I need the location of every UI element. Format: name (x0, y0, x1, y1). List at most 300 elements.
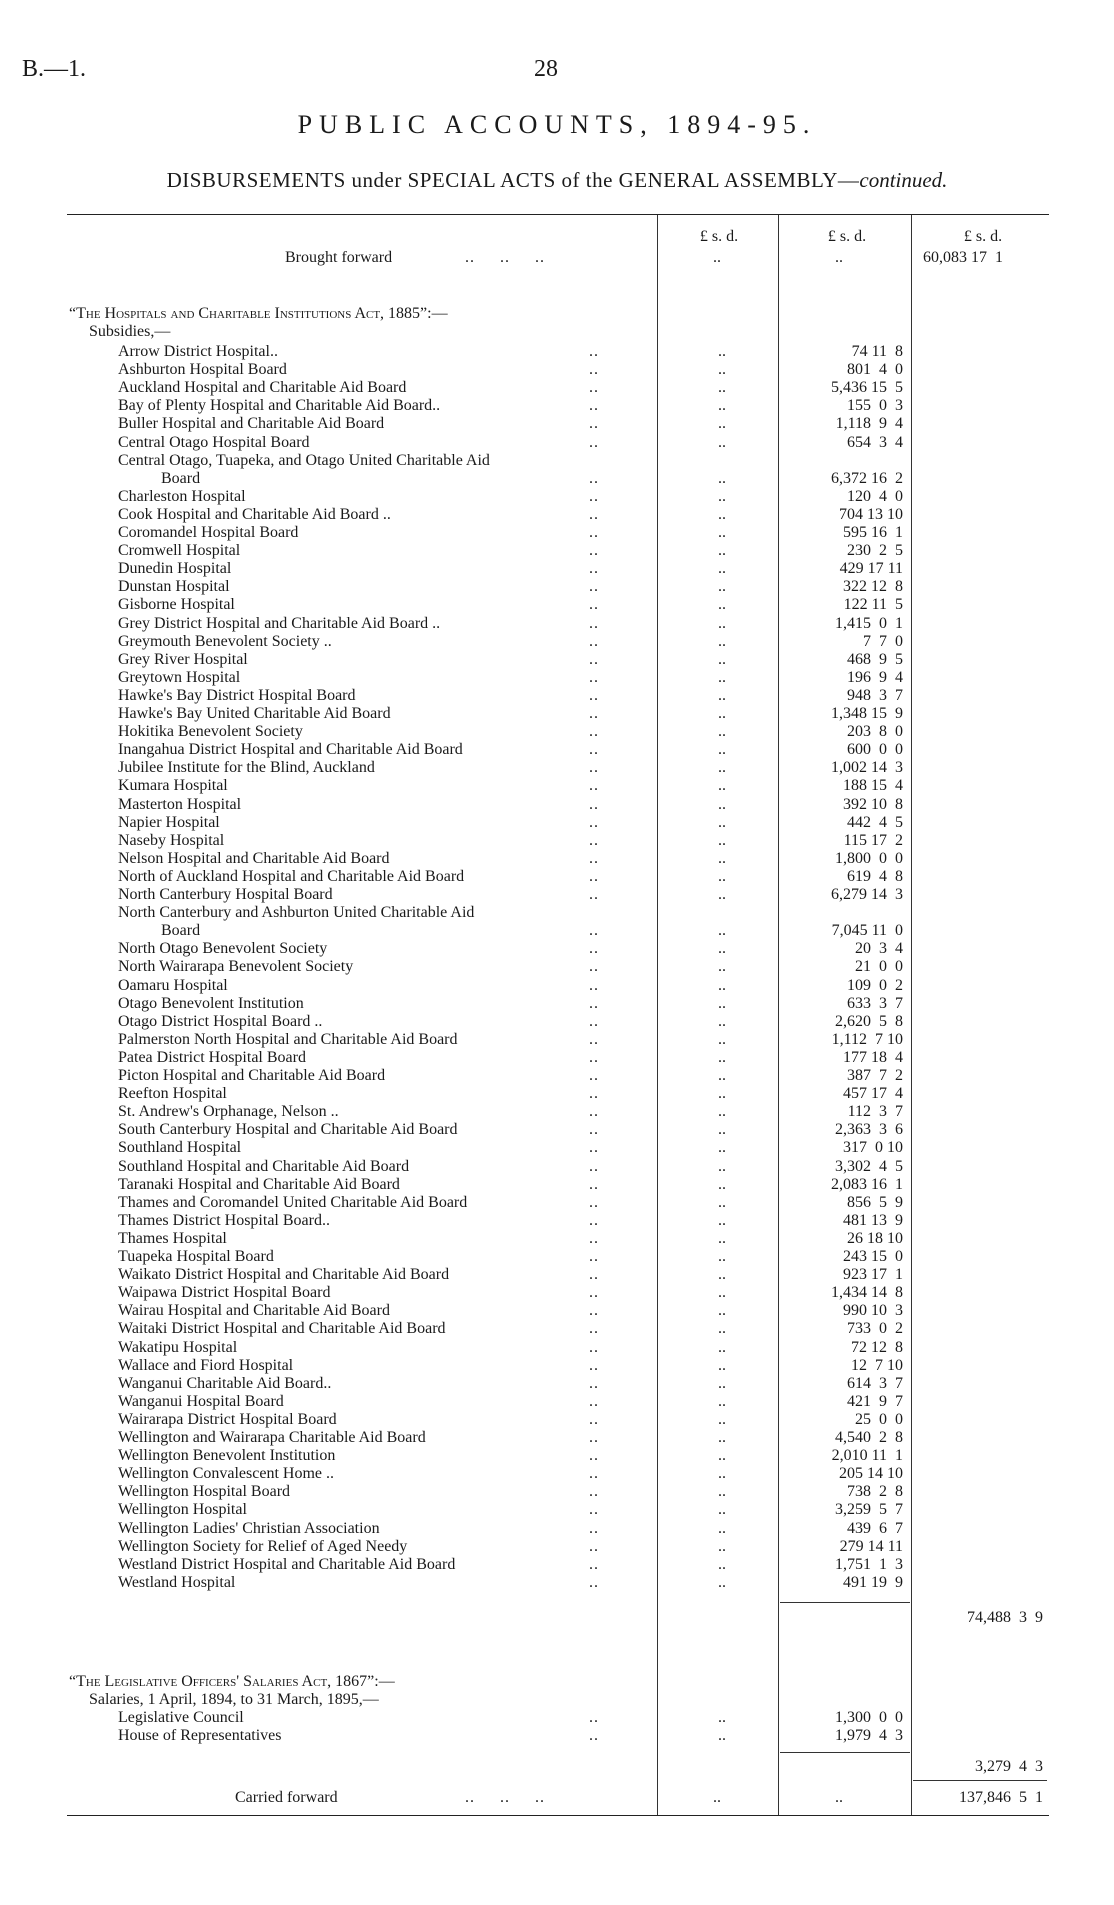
subtitle-main: DISBURSEMENTS under SPECIAL ACTS of the GENERAL ASSEMBLY— (166, 168, 860, 192)
carried-forward-c2: .. (835, 1789, 843, 1806)
leader-dots: .. (589, 632, 599, 650)
row-label: North Canterbury Hospital Board (118, 886, 333, 903)
empty-column-dots: .. (718, 1067, 726, 1084)
ledger-row (67, 1067, 1049, 1085)
empty-column-dots: .. (718, 1555, 726, 1573)
row-amount: 205 14 10 (839, 1465, 903, 1483)
leader-dots: .. (589, 1302, 599, 1320)
leader-dots: .. (589, 795, 599, 813)
ledger-row (67, 397, 1049, 415)
row-amount: 491 19 9 (843, 1573, 903, 1591)
empty-column-dots: .. (718, 1483, 726, 1501)
ledger-row (67, 1520, 1049, 1538)
empty-column-dots: .. (718, 1121, 726, 1139)
empty-column-dots: .. (718, 1709, 726, 1726)
leader-dots: .. (589, 1030, 599, 1048)
row-amount: 120 4 0 (847, 487, 903, 505)
ledger-row (67, 1302, 1049, 1320)
leader-dots: .. .. .. (465, 1789, 545, 1806)
ledger-row (67, 343, 1049, 361)
ledger-row (67, 1339, 1049, 1357)
ledger-row (67, 633, 1049, 651)
empty-column-dots: .. (718, 433, 726, 451)
leader-dots: .. (589, 1157, 599, 1175)
ledger-row (67, 488, 1049, 506)
subtotal-rule (780, 1602, 910, 1603)
row-label: Thames District Hospital Board.. (118, 1211, 330, 1229)
leader-dots: .. .. .. (465, 249, 545, 266)
empty-column-dots: .. (718, 343, 726, 360)
leader-dots: .. (589, 1410, 599, 1428)
row-label: Grey River Hospital (118, 650, 248, 668)
row-amount: 1,800 0 0 (835, 849, 903, 867)
leader-dots: .. (589, 1392, 599, 1410)
empty-column-dots: .. (718, 1410, 726, 1428)
row-amount: 1,415 0 1 (835, 614, 903, 632)
empty-column-dots: .. (718, 1048, 726, 1066)
row-amount: 196 9 4 (847, 668, 903, 686)
ledger-row (67, 741, 1049, 759)
row-label: Wanganui Hospital Board (118, 1392, 284, 1410)
empty-column-dots: .. (718, 958, 726, 976)
ledger-row (67, 1393, 1049, 1411)
ledger-row (67, 452, 1049, 470)
leader-dots: .. (589, 1121, 599, 1139)
ledger-row (67, 1049, 1049, 1067)
empty-column-dots: .. (718, 1573, 726, 1591)
leader-dots: .. (589, 849, 599, 867)
row-label: Central Otago, Tuapeka, and Otago United Charitable Aid (118, 451, 490, 469)
row-amount: 203 8 0 (847, 723, 903, 741)
carried-forward-c3: 137,846 5 1 (959, 1789, 1043, 1806)
ledger-row (67, 1447, 1049, 1465)
row-amount: 7 7 0 (863, 632, 903, 650)
leader-dots: .. (589, 650, 599, 668)
leader-dots: .. (589, 524, 599, 541)
empty-column-dots: .. (718, 650, 726, 668)
ledger-row (67, 1429, 1049, 1447)
row-amount: 468 9 5 (847, 650, 903, 668)
ledger-row (67, 904, 1049, 922)
ledger-row (67, 1411, 1049, 1429)
row-label: Otago District Hospital Board .. (118, 1012, 323, 1030)
empty-column-dots: .. (718, 1139, 726, 1157)
document-code: B.—1. (22, 56, 87, 82)
leader-dots: .. (589, 1519, 599, 1537)
row-amount: 2,083 16 1 (831, 1175, 903, 1193)
leader-dots: .. (589, 487, 599, 505)
row-amount: 704 13 10 (839, 505, 903, 523)
brought-forward-c1: .. (713, 249, 721, 266)
brought-forward-c3: 60,083 17 1 (923, 249, 1003, 266)
empty-column-dots: .. (718, 524, 726, 541)
leader-dots: .. (589, 705, 599, 722)
empty-column-dots: .. (718, 813, 726, 831)
leader-dots: .. (589, 1465, 599, 1483)
ledger-table (67, 214, 1049, 1816)
leader-dots: .. (589, 1727, 599, 1744)
empty-column-dots: .. (718, 668, 726, 686)
leader-dots: .. (589, 469, 599, 487)
leader-dots: .. (589, 813, 599, 831)
ledger-row (67, 832, 1049, 850)
row-label: North Canterbury and Ashburton United Charitable Aid (118, 904, 475, 922)
row-amount: 115 17 2 (843, 831, 903, 849)
ledger-row (67, 578, 1049, 596)
leader-dots: .. (589, 596, 599, 614)
leader-dots: .. (589, 1012, 599, 1030)
empty-column-dots: .. (718, 578, 726, 596)
ledger-row (67, 940, 1049, 958)
row-amount: 421 9 7 (847, 1392, 903, 1410)
row-label: Masterton Hospital (118, 795, 242, 813)
row-label: Southland Hospital (118, 1139, 242, 1157)
leader-dots: .. (589, 1501, 599, 1519)
row-label: Ashburton Hospital Board (118, 361, 287, 379)
ledger-row (67, 1320, 1049, 1338)
ledger-row (67, 542, 1049, 560)
empty-column-dots: .. (718, 795, 726, 813)
row-label: Reefton Hospital (118, 1085, 227, 1103)
row-label: Westland District Hospital and Charitable Aid Board (118, 1555, 456, 1573)
row-label: Wairau Hospital and Charitable Aid Board (118, 1302, 390, 1320)
row-label: Wallace and Fiord Hospital (118, 1356, 294, 1374)
empty-column-dots: .. (718, 1465, 726, 1483)
ledger-row (67, 651, 1049, 669)
row-amount: 457 17 4 (843, 1085, 903, 1103)
row-label: Charleston Hospital (118, 487, 246, 505)
row-label: Cook Hospital and Charitable Aid Board .. (118, 505, 391, 523)
leader-dots: .. (589, 1374, 599, 1392)
row-amount: 1,300 0 0 (835, 1709, 903, 1726)
total-rule (913, 1780, 1047, 1781)
empty-column-dots: .. (718, 976, 726, 994)
ledger-row (67, 922, 1049, 940)
leader-dots: .. (589, 940, 599, 958)
row-label: Greytown Hospital (118, 668, 241, 686)
row-amount: 5,436 15 5 (831, 379, 903, 397)
row-amount: 2,620 5 8 (835, 1012, 903, 1030)
ledger-row (67, 470, 1049, 488)
ledger-row (67, 361, 1049, 379)
row-label: Central Otago Hospital Board (118, 433, 310, 451)
row-label: Jubilee Institute for the Blind, Auckland (118, 759, 375, 777)
ledger-row (67, 1139, 1049, 1157)
row-amount: 122 11 5 (843, 596, 903, 614)
leader-dots: .. (589, 1229, 599, 1247)
row-amount: 481 13 9 (843, 1211, 903, 1229)
row-amount: 1,118 9 4 (835, 415, 903, 433)
empty-column-dots: .. (718, 1248, 726, 1265)
row-label: Palmerston North Hospital and Charitable Aid Board (118, 1030, 458, 1048)
row-amount: 856 5 9 (847, 1193, 903, 1211)
empty-column-dots: .. (718, 1302, 726, 1320)
row-amount: 738 2 8 (847, 1483, 903, 1501)
ledger-row (67, 1103, 1049, 1121)
ledger-row (67, 1465, 1049, 1483)
row-amount: 6,279 14 3 (831, 886, 903, 903)
ledger-row (67, 1121, 1049, 1139)
empty-column-dots: .. (718, 1211, 726, 1229)
empty-column-dots: .. (718, 1103, 726, 1121)
leader-dots: .. (589, 1356, 599, 1374)
row-label: Waitaki District Hospital and Charitable Aid Board (118, 1320, 446, 1338)
row-amount: 155 0 3 (847, 397, 903, 415)
row-label: Wellington Benevolent Institution (118, 1447, 336, 1465)
ledger-row (67, 1085, 1049, 1103)
row-amount: 733 0 2 (847, 1320, 903, 1338)
ledger-row (67, 1248, 1049, 1266)
row-label: Wellington Hospital (118, 1501, 247, 1519)
empty-column-dots: .. (718, 469, 726, 487)
ledger-row (67, 995, 1049, 1013)
empty-column-dots: .. (718, 777, 726, 795)
row-amount: 600 0 0 (847, 741, 903, 759)
legislative-act-heading-text: “The Legislative Officers' Salaries Act, 1867”:— (69, 1673, 395, 1690)
ledger-row (67, 1013, 1049, 1031)
row-label: Wakatipu Hospital (118, 1338, 238, 1356)
leader-dots: .. (589, 831, 599, 849)
ledger-row (67, 886, 1049, 904)
empty-column-dots: .. (718, 1284, 726, 1302)
row-amount: 1,751 1 3 (835, 1555, 903, 1573)
row-label: Inangahua District Hospital and Charitable Aid Board (118, 741, 463, 759)
leader-dots: .. (589, 1573, 599, 1591)
leader-dots: .. (589, 759, 599, 777)
empty-column-dots: .. (718, 831, 726, 849)
empty-column-dots: .. (718, 1085, 726, 1103)
leader-dots: .. (589, 1085, 599, 1103)
page-number: 28 (534, 56, 558, 82)
leader-dots: .. (589, 1211, 599, 1229)
empty-column-dots: .. (718, 940, 726, 958)
leader-dots: .. (589, 686, 599, 704)
empty-column-dots: .. (718, 723, 726, 741)
leader-dots: .. (589, 1320, 599, 1338)
row-amount: 948 3 7 (847, 686, 903, 704)
row-label: Gisborne Hospital (118, 596, 235, 614)
row-label: Patea District Hospital Board (118, 1048, 306, 1066)
leader-dots: .. (589, 1555, 599, 1573)
empty-column-dots: .. (718, 1374, 726, 1392)
ledger-row (67, 615, 1049, 633)
row-label: Dunstan Hospital (118, 578, 230, 596)
leader-dots: .. (589, 922, 599, 940)
empty-column-dots: .. (718, 614, 726, 632)
ledger-row (67, 524, 1049, 542)
leader-dots: .. (589, 1483, 599, 1501)
leader-dots: .. (589, 1338, 599, 1356)
ledger-row (67, 958, 1049, 976)
leader-dots: .. (589, 1709, 599, 1726)
hospitals-act-subheading: Subsidies,— (89, 323, 171, 340)
row-amount: 595 16 1 (843, 524, 903, 541)
row-label: Waikato District Hospital and Charitable Aid Board (118, 1266, 450, 1284)
legislative-total: 3,279 4 3 (975, 1758, 1043, 1775)
leader-dots: .. (589, 505, 599, 523)
empty-column-dots: .. (718, 542, 726, 560)
hospitals-act-heading (69, 305, 448, 323)
row-amount: 801 4 0 (847, 361, 903, 379)
row-amount: 1,002 14 3 (831, 759, 903, 777)
leader-dots: .. (589, 668, 599, 686)
leader-dots: .. (589, 1284, 599, 1302)
legislative-act-heading (69, 1673, 395, 1691)
leader-dots: .. (589, 994, 599, 1012)
empty-column-dots: .. (718, 705, 726, 722)
row-label: North of Auckland Hospital and Charitable Aid Board (118, 867, 465, 885)
leader-dots: .. (589, 1048, 599, 1066)
ledger-row (67, 1266, 1049, 1284)
empty-column-dots: .. (718, 560, 726, 578)
empty-column-dots: .. (718, 1392, 726, 1410)
row-label: Wellington Hospital Board (118, 1483, 291, 1501)
row-label: Dunedin Hospital (118, 560, 232, 578)
ledger-row (67, 1212, 1049, 1230)
empty-column-dots: .. (718, 741, 726, 759)
row-amount: 6,372 16 2 (831, 469, 903, 487)
empty-column-dots: .. (718, 1193, 726, 1211)
legislative-act-subheading: Salaries, 1 April, 1894, to 31 March, 1895,— (89, 1691, 379, 1708)
empty-column-dots: .. (718, 867, 726, 885)
page-subtitle (0, 168, 1114, 193)
empty-column-dots: .. (718, 1519, 726, 1537)
empty-column-dots: .. (718, 1356, 726, 1374)
leader-dots: .. (589, 1537, 599, 1555)
column-header-2: £ s. d. (827, 228, 867, 245)
leader-dots: .. (589, 1447, 599, 1465)
ledger-row (67, 1501, 1049, 1519)
row-label: Auckland Hospital and Charitable Aid Board (118, 379, 407, 397)
row-label: North Wairarapa Benevolent Society (118, 958, 354, 976)
leader-dots: .. (589, 1067, 599, 1084)
row-amount: 2,363 3 6 (835, 1121, 903, 1139)
row-amount: 109 0 2 (847, 976, 903, 994)
row-amount: 25 0 0 (855, 1410, 903, 1428)
row-label: Naseby Hospital (118, 831, 225, 849)
row-label: Thames Hospital (118, 1229, 227, 1247)
carried-forward-label: Carried forward (235, 1789, 338, 1806)
column-header-3: £ s. d. (963, 228, 1003, 245)
leader-dots: .. (589, 976, 599, 994)
ledger-row (67, 1357, 1049, 1375)
leader-dots: .. (589, 1103, 599, 1121)
empty-column-dots: .. (718, 1030, 726, 1048)
row-amount: 177 18 4 (843, 1048, 903, 1066)
row-amount: 923 17 1 (843, 1266, 903, 1284)
carried-forward-row (67, 1789, 1049, 1807)
row-label: Kumara Hospital (118, 777, 228, 795)
row-amount: 20 3 4 (855, 940, 903, 958)
empty-column-dots: .. (718, 1447, 726, 1465)
row-amount: 279 14 11 (839, 1537, 903, 1555)
ledger-row (67, 1556, 1049, 1574)
ledger-row (67, 705, 1049, 723)
empty-column-dots: .. (718, 1501, 726, 1519)
row-amount: 72 12 8 (851, 1338, 903, 1356)
brought-forward-row (67, 249, 1049, 267)
ledger-row (67, 415, 1049, 433)
leader-dots: .. (589, 542, 599, 560)
ledger-row (67, 1176, 1049, 1194)
ledger-row (67, 434, 1049, 452)
row-amount: 3,302 4 5 (835, 1157, 903, 1175)
ledger-row (67, 1727, 1049, 1745)
row-amount: 317 0 10 (843, 1139, 903, 1157)
leader-dots: .. (589, 958, 599, 976)
row-amount: 230 2 5 (847, 542, 903, 560)
ledger-row (67, 1574, 1049, 1592)
ledger-row (67, 1284, 1049, 1302)
row-amount: 74 11 8 (851, 343, 903, 360)
row-amount: 12 7 10 (851, 1356, 903, 1374)
leader-dots: .. (589, 614, 599, 632)
ledger-row (67, 1194, 1049, 1212)
ledger-row (67, 560, 1049, 578)
ledger-row (67, 687, 1049, 705)
row-label: Wellington Convalescent Home .. (118, 1465, 334, 1483)
leader-dots: .. (589, 578, 599, 596)
row-amount: 2,010 11 1 (831, 1447, 903, 1465)
empty-column-dots: .. (718, 886, 726, 903)
empty-column-dots: .. (718, 759, 726, 777)
leader-dots: .. (589, 1139, 599, 1157)
row-amount: 1,348 15 9 (831, 705, 903, 722)
row-amount: 112 3 7 (847, 1103, 903, 1121)
row-label: Picton Hospital and Charitable Aid Board (118, 1067, 386, 1084)
row-label: Otago Benevolent Institution (118, 994, 304, 1012)
leader-dots: .. (589, 1429, 599, 1446)
row-label: Hawke's Bay District Hospital Board (118, 686, 356, 704)
empty-column-dots: .. (718, 361, 726, 379)
row-label: Hokitika Benevolent Society (118, 723, 303, 741)
row-amount: 1,112 7 10 (831, 1030, 903, 1048)
empty-column-dots: .. (718, 415, 726, 433)
subtotal-rule (780, 1752, 910, 1753)
ledger-row (67, 868, 1049, 886)
column-header-1: £ s. d. (699, 228, 739, 245)
empty-column-dots: .. (718, 1175, 726, 1193)
row-label: Thames and Coromandel United Charitable Aid Board (118, 1193, 468, 1211)
ledger-row (67, 1709, 1049, 1727)
empty-column-dots: .. (718, 849, 726, 867)
empty-column-dots: .. (718, 1012, 726, 1030)
ledger-row (67, 796, 1049, 814)
row-label: Wellington Society for Relief of Aged Needy (118, 1537, 408, 1555)
row-label: Nelson Hospital and Charitable Aid Board (118, 849, 390, 867)
ledger-row (67, 723, 1049, 741)
row-label: Wellington and Wairarapa Charitable Aid Board (118, 1429, 426, 1446)
row-amount: 1,434 14 8 (831, 1284, 903, 1302)
row-label: Greymouth Benevolent Society .. (118, 632, 332, 650)
brought-forward-label: Brought forward (285, 249, 393, 266)
leader-dots: .. (589, 361, 599, 379)
row-label: Legislative Council (118, 1709, 244, 1726)
row-amount: 243 15 0 (843, 1248, 903, 1265)
row-amount: 990 10 3 (843, 1302, 903, 1320)
ledger-row (67, 814, 1049, 832)
leader-dots: .. (589, 723, 599, 741)
empty-column-dots: .. (718, 487, 726, 505)
empty-column-dots: .. (718, 397, 726, 415)
carried-forward-c1: .. (713, 1789, 721, 1806)
empty-column-dots: .. (718, 922, 726, 940)
row-amount: 654 3 4 (847, 433, 903, 451)
subtitle-continued: continued. (859, 168, 948, 192)
row-label: House of Representatives (118, 1727, 282, 1744)
empty-column-dots: .. (718, 596, 726, 614)
row-amount: 3,259 5 7 (835, 1501, 903, 1519)
